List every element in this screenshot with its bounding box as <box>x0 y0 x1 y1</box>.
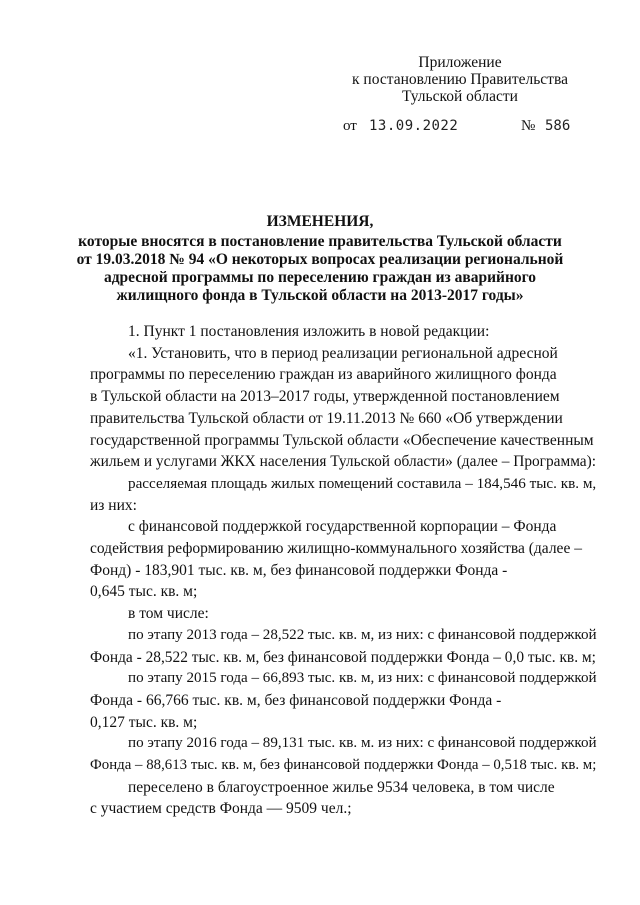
paragraph <box>90 321 597 343</box>
text-line: 1. Пункт 1 постановления изложить в новой редакции: <box>128 323 490 340</box>
text-line: Фонда – 88,613 тыс. кв. м, без финансовой поддержки Фонда – 0,518 тыс. кв. м; <box>90 757 597 774</box>
text-line: программы по переселению граждан из аварийного жилищного фонда <box>90 366 557 384</box>
title-line: жилищного фонда в Тульской области на 2013-2017 годы» <box>116 287 524 304</box>
document-number: 586 <box>545 118 571 134</box>
text-line: расселяемая площадь жилых помещений составила – 184,546 тыс. кв. м, <box>128 474 597 492</box>
title-line: от 19.03.2018 № 94 «О некоторых вопросах реализации региональной <box>76 251 564 268</box>
date-prefix: от <box>343 118 357 134</box>
annex-line: к постановлению Правительства <box>352 71 568 88</box>
text-line: в том числе: <box>128 605 209 623</box>
paragraph <box>90 777 597 820</box>
title-heading: ИЗМЕНЕНИЯ, <box>266 213 374 230</box>
text-line: по этапу 2015 года – 66,893 тыс. кв. м, из них: с финансовой поддержкой <box>128 670 597 687</box>
text-line: с финансовой поддержкой государственной корпорации – Фонда <box>128 518 557 536</box>
annex-line: Тульской области <box>402 88 518 105</box>
paragraph <box>90 733 597 776</box>
text-line: государственной программы Тульской области «Обеспечение качественным <box>90 431 594 449</box>
text-run: «1. Установить, что в период реализации региональной адресной <box>128 344 558 362</box>
text-line: 0,645 тыс. кв. м; <box>90 583 198 601</box>
text-line: по этапу 2016 года – 89,131 тыс. кв. м. из них: с финансовой поддержкой <box>128 735 597 752</box>
paragraph <box>90 625 597 668</box>
paragraph <box>90 473 597 516</box>
text-line: по этапу 2013 года – 28,522 тыс. кв. м, из них: с финансовой поддержкой <box>128 626 597 643</box>
text-line: правительства Тульской области от 19.11.2013 № 660 «Об утверждении <box>90 409 563 427</box>
number-sign: № <box>521 118 536 134</box>
paragraph <box>90 516 597 603</box>
text-line: содействия реформированию жилищно-коммунального хозяйства (далее – <box>90 540 582 558</box>
title-line: которые вносятся в постановление правительства Тульской области <box>78 233 562 250</box>
annex-line: Приложение <box>418 54 502 71</box>
paragraph <box>90 603 597 625</box>
document-date: 13.09.2022 <box>369 118 459 134</box>
text-line: Фонда - 28,522 тыс. кв. м, без финансовой поддержки Фонда – 0,0 тыс. кв. м; <box>90 648 596 666</box>
text-line: с участием средств Фонда — 9509 чел.; <box>90 800 352 818</box>
text-line: Фонд) - 183,901 тыс. кв. м, без финансовой поддержки Фонда - <box>90 561 508 579</box>
text-line: переселено в благоустроенное жилье 9534 человека, в том числе <box>128 778 555 796</box>
registration-stamp <box>0 118 640 138</box>
paragraph <box>90 668 597 733</box>
text-line: из них: <box>90 496 137 514</box>
text-line: 0,127 тыс. кв. м; <box>90 713 198 731</box>
text-line <box>90 343 597 365</box>
document-body <box>90 321 597 820</box>
text-line: жильем и услугами ЖКХ населения Тульской области» (далее – Программа): <box>90 453 597 471</box>
text-line: в Тульской области на 2013–2017 годы, утвержденной постановлением <box>90 388 560 406</box>
document-title <box>60 213 580 305</box>
text-line: Фонда - 66,766 тыс. кв. м, без финансовой поддержки Фонда - <box>90 691 502 709</box>
title-line: адресной программы по переселению граждан из аварийного <box>103 269 537 286</box>
annex-header <box>340 54 580 105</box>
paragraph <box>90 343 597 473</box>
